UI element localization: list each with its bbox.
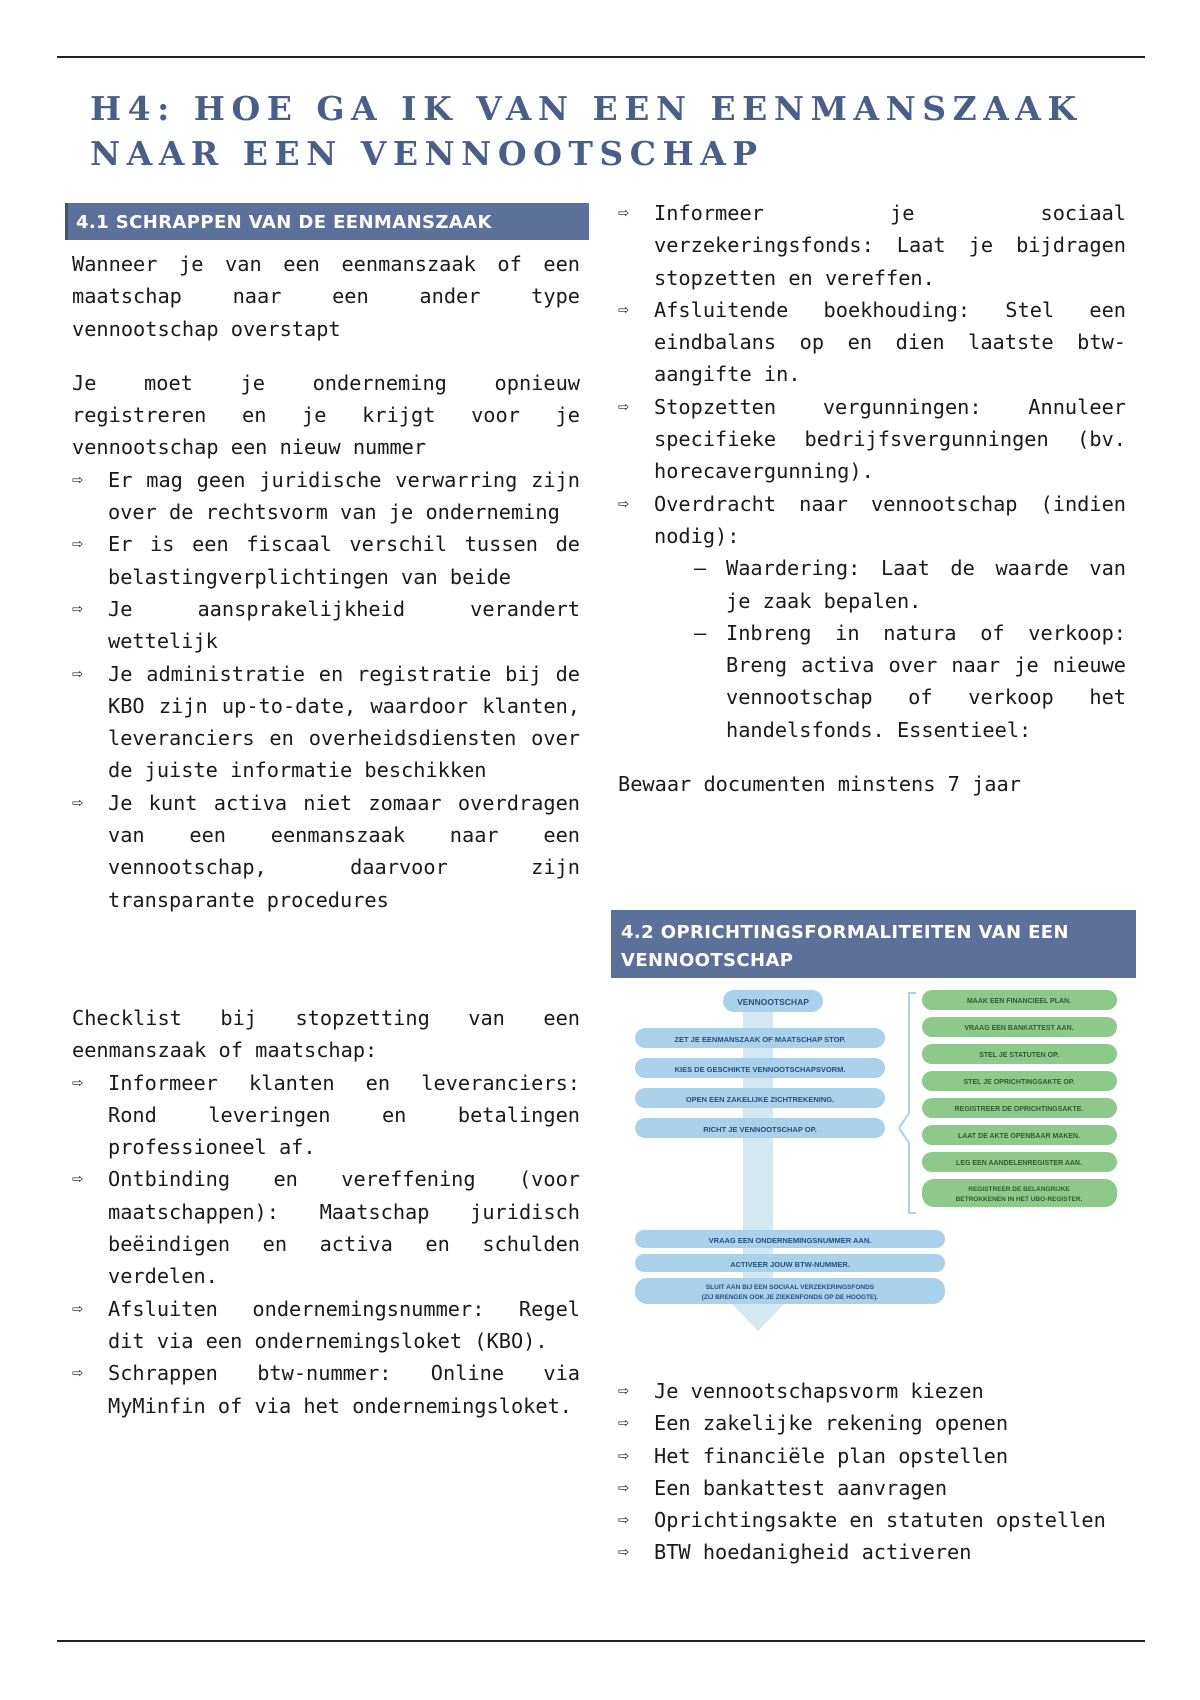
right-step-label: LAAT DE AKTE OPENBAAR MAKEN.: [957, 1133, 1081, 1140]
checklist-title: Checklist bij stopzetting van een eenmanszaak of maatschap:: [72, 1005, 580, 1063]
page-title-line-2: NAAR EEN VENNOOTSCHAP: [90, 134, 764, 173]
list-item: ⇨ Er is een fiscaal verschil tussen de belastingverplichtingen van beide: [72, 528, 580, 593]
bottom-steps: [635, 1230, 945, 1304]
bracket: [899, 993, 916, 1213]
reasons-list: [72, 464, 580, 916]
right-step-label: STEL JE OPRICHTINGSAKTE OP.: [963, 1079, 1075, 1086]
list-item: ⇨ Je vennootschapsvorm kiezen: [618, 1375, 1126, 1407]
page-title-line-1: H4: HOE GA IK VAN EEN EENMANSZAAK: [90, 89, 1083, 128]
founding-steps-diagram: [611, 985, 1136, 1345]
right-step-label: STEL JE STATUTEN OP.: [979, 1052, 1059, 1059]
retention-note: Bewaar documenten minstens 7 jaar: [618, 772, 1021, 797]
founding-steps-list: [618, 1375, 1126, 1569]
founding-steps-list-container: [618, 1375, 1126, 1569]
right-step-label: BETROKKENEN IN HET UBO-REGISTER.: [955, 1196, 1083, 1203]
page-title: [90, 86, 1130, 176]
right-step-label: REGISTREER DE OPRICHTINGSAKTE.: [954, 1106, 1084, 1113]
intro-paragraph-2: Je moet je onderneming opnieuw registreren en je krijgt voor je vennootschap een nieuw nummer: [72, 370, 580, 460]
left-column: [72, 248, 580, 1422]
bottom-rule: [57, 1640, 1145, 1642]
diagram-top-label: VENNOOTSCHAP: [737, 997, 809, 1007]
checklist-continued: [618, 197, 1126, 746]
bottom-step-label: (ZIJ BRENGEN OOK JE ZIEKENFONDS OP DE HOOGTE).: [701, 1294, 879, 1301]
list-item: ⇨ Een zakelijke rekening openen: [618, 1407, 1126, 1439]
left-step-label: ZET JE EENMANSZAAK OF MAATSCHAP STOP.: [674, 1035, 846, 1044]
left-step-label: OPEN EEN ZAKELIJKE ZICHTREKENING.: [685, 1095, 835, 1104]
bottom-step-label: ACTIVEER JOUW BTW-NUMMER.: [730, 1260, 850, 1269]
right-steps: [922, 990, 1117, 1207]
list-item: ⇨ Afsluitende boekhouding: Stel een eindbalans op en dien laatste btw-aangifte in.: [618, 294, 1126, 391]
bottom-step-label: VRAAG EEN ONDERNEMINGSNUMMER AAN.: [708, 1236, 872, 1245]
list-item: ⇨ Je administratie en registratie bij de KBO zijn up-to-date, waardoor klanten, leveranciers en overheidsdiensten over de juiste informatie beschikken: [72, 658, 580, 787]
diagram-svg: [611, 985, 1136, 1345]
list-item-text: Overdracht naar vennootschap (indien nodig):: [654, 491, 1126, 548]
bottom-step-label: SLUIT AAN BIJ EEN SOCIAAL VERZEKERINGSFONDS: [705, 1284, 875, 1291]
section-4-1-heading: 4.1 SCHRAPPEN VAN DE EENMANSZAAK: [65, 203, 589, 240]
list-item: ⇨ Het financiële plan opstellen: [618, 1440, 1126, 1472]
checklist: [72, 1067, 580, 1422]
sub-list: [654, 552, 1126, 746]
list-item: ⇨ Informeer je sociaal verzekeringsfonds: Laat je bijdragen stopzetten en vereffen.: [618, 197, 1126, 294]
left-step-label: RICHT JE VENNOOTSCHAP OP.: [703, 1125, 817, 1134]
list-item: ⇨ Oprichtingsakte en statuten opstellen: [618, 1504, 1126, 1536]
list-item: ⇨ Afsluiten ondernemingsnummer: Regel dit via een ondernemingsloket (KBO).: [72, 1293, 580, 1358]
list-item: ⇨ Ontbinding en vereffening (voor maatschappen): Maatschap juridisch beëindigen en activa en schulden verdelen.: [72, 1163, 580, 1292]
intro-paragraph-1: Wanneer je van een eenmanszaak of een maatschap naar een ander type vennootschap overstapt: [72, 252, 580, 341]
list-item: [618, 488, 1126, 746]
list-item: ⇨ Informeer klanten en leveranciers: Rond leveringen en betalingen professioneel af.: [72, 1067, 580, 1164]
list-item: ⇨ Je kunt activa niet zomaar overdragen van een eenmanszaak naar een vennootschap, daarvoor zijn transparante procedures: [72, 787, 580, 916]
right-step-label: LEG EEN AANDELENREGISTER AAN.: [956, 1160, 1082, 1167]
sub-list-item: – Inbreng in natura of verkoop: Breng activa over naar je nieuwe vennootschap of verkoop het handelsfonds. Essentieel:: [690, 617, 1126, 746]
right-step-label: VRAAG EEN BANKATTEST AAN.: [964, 1025, 1074, 1032]
list-item: ⇨ Stopzetten vergunningen: Annuleer specifieke bedrijfsvergunningen (bv. horecavergunning).: [618, 391, 1126, 488]
list-item: ⇨ BTW hoedanigheid activeren: [618, 1536, 1126, 1568]
right-step-label: MAAK EEN FINANCIEEL PLAN.: [966, 998, 1072, 1005]
top-rule: [57, 56, 1145, 58]
right-column: [618, 197, 1126, 800]
sub-list-item: – Waardering: Laat de waarde van je zaak bepalen.: [690, 552, 1126, 617]
list-item: ⇨ Schrappen btw-nummer: Online via MyMinfin of via het ondernemingsloket.: [72, 1357, 580, 1422]
left-step-label: KIES DE GESCHIKTE VENNOOTSCHAPSVORM.: [674, 1065, 846, 1074]
section-4-2-heading: 4.2 OPRICHTINGSFORMALITEITEN VAN EEN VENNOOTSCHAP: [611, 910, 1136, 978]
list-item: ⇨ Je aansprakelijkheid verandert wettelijk: [72, 593, 580, 658]
right-step-label: REGISTREER DE BELANGRIJKE: [968, 1186, 1070, 1193]
list-item: ⇨ Er mag geen juridische verwarring zijn over de rechtsvorm van je onderneming: [72, 464, 580, 529]
list-item: ⇨ Een bankattest aanvragen: [618, 1472, 1126, 1504]
